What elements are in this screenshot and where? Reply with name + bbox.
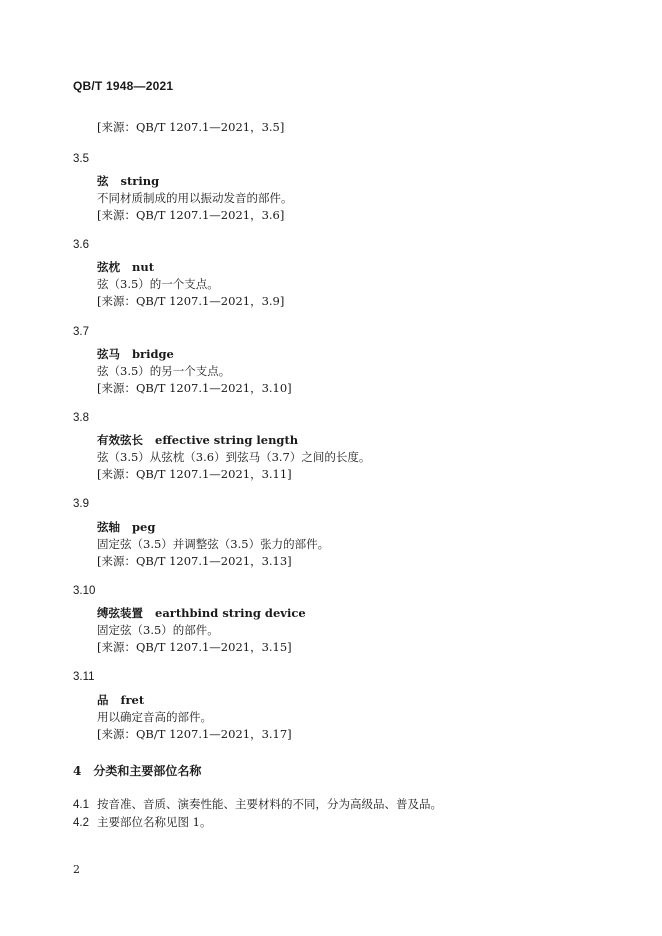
term-zh: 弦枕 [97,260,120,274]
entry-term [97,347,174,361]
entry-source: [来源：QB/T 1207.1—2021，3.9] [97,294,285,308]
intro-source: [来源：QB/T 1207.1—2021，3.5] [97,120,285,134]
term-en: bridge [132,347,174,361]
standard-code-header: QB/T 1948—2021 [73,79,174,93]
entry-definition: 弦（3.5）的另一个支点。 [97,364,231,378]
clause-number: 4.1 [73,799,89,811]
entry-source: [来源：QB/T 1207.1—2021，3.10] [97,381,292,395]
clause-text: 按音准、音质、演奏性能、主要材料的不同，分为高级品、普及品。 [97,797,442,811]
entry-number: 3.7 [73,326,89,338]
term-zh: 缚弦装置 [97,606,143,620]
entry-term [97,520,155,534]
entry-source: [来源：QB/T 1207.1—2021，3.17] [97,727,292,741]
entry-term [97,693,144,707]
entry-definition: 固定弦（3.5）的部件。 [97,623,219,637]
entry-number: 3.10 [73,585,96,597]
term-zh: 弦轴 [97,520,120,534]
entry-source: [来源：QB/T 1207.1—2021，3.13] [97,554,292,568]
entry-term [97,174,159,188]
section-number: 4 [73,764,82,778]
entry-number: 3.8 [73,412,89,424]
entry-definition: 固定弦（3.5）并调整弦（3.5）张力的部件。 [97,537,330,551]
entry-definition: 不同材质制成的用以振动发音的部件。 [97,191,293,205]
entry-definition: 弦（3.5）的一个支点。 [97,277,219,291]
term-zh: 有效弦长 [97,433,143,447]
entry-source: [来源：QB/T 1207.1—2021，3.6] [97,208,285,222]
page-number: 2 [73,863,80,876]
term-zh: 弦 [97,174,109,188]
entry-number: 3.6 [73,239,89,251]
entry-number: 3.9 [73,498,89,510]
term-zh: 弦马 [97,347,120,361]
entry-definition: 用以确定音高的部件。 [97,710,212,724]
entry-definition: 弦（3.5）从弦枕（3.6）到弦马（3.7）之间的长度。 [97,450,371,464]
term-en: string [120,174,160,188]
entry-term [97,606,306,620]
entry-source: [来源：QB/T 1207.1—2021，3.15] [97,640,292,654]
entry-source: [来源：QB/T 1207.1—2021，3.11] [97,467,292,481]
clause [73,815,211,830]
section-title: 分类和主要部位名称 [93,764,202,778]
term-zh: 品 [97,693,109,707]
entry-term [97,260,154,274]
entry-number: 3.5 [73,153,89,165]
term-en: peg [132,520,156,534]
entry-term [97,433,298,447]
term-en: fret [120,693,145,707]
clause-text: 主要部位名称见图 1。 [97,815,212,829]
clause [73,797,442,812]
term-en: effective string length [155,433,299,447]
term-en: earthbind string device [155,606,306,620]
entry-number: 3.11 [73,671,95,683]
section-heading [73,764,201,778]
clause-number: 4.2 [73,817,89,829]
term-en: nut [132,260,155,274]
